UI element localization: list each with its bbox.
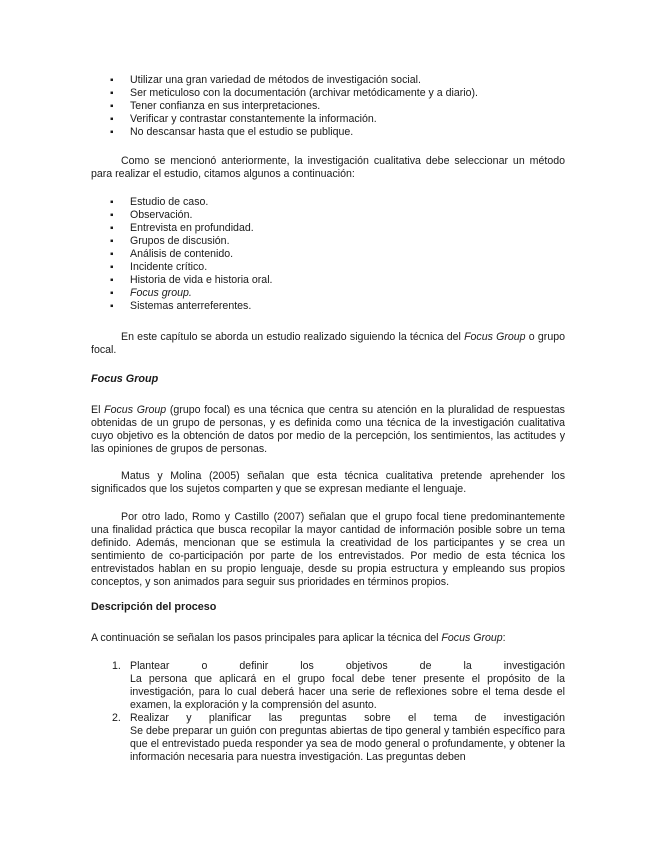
list-item: ▪ Observación. <box>110 209 193 221</box>
steps-list <box>91 660 565 764</box>
heading-process: Descripción del proceso <box>91 601 217 613</box>
bullet-list-top <box>91 74 565 139</box>
heading-focus-group: Focus Group <box>91 373 159 385</box>
list-item: ▪ Sistemas anterreferentes. <box>110 300 252 312</box>
bullet-list-methods <box>91 196 565 313</box>
paragraph-romo: Por otro lado, Romo y Castillo (2007) señalan que el grupo focal tiene predominantemente una finalidad práctica que busca recopilar la mayor cantidad de información posible sobre un tema definido. Además, mencionan que se estimula la creatividad de los participantes y se crea un sentimiento de co-participación por parte de los entrevistados. Por medio de esta técnica los entrevistados hablan en su propio lenguaje, desde su propia estructura y empleando sus propios conceptos, y son animados para seguir sus prioridades en términos propios. <box>91 511 565 588</box>
list-item: ▪ Grupos de discusión. <box>110 235 230 247</box>
list-item: ▪ Estudio de caso. <box>110 196 209 208</box>
list-item: ▪ Verificar y contrastar constantemente la información. <box>110 113 377 125</box>
list-item: ▪ No descansar hasta que el estudio se publique. <box>110 126 354 138</box>
list-item: 2. Realizar y planificar las preguntas sobre el tema de investigación Se debe preparar un guión con preguntas abiertas de tipo general y también específico para que el entrevistado pueda responder ya sea de modo general o profundamente, y obtener la información necesaria para nuestra investigación. Las preguntas deben <box>112 712 565 763</box>
list-item: ▪ Tener confianza en sus interpretaciones. <box>110 100 321 112</box>
list-item: ▪ Utilizar una gran variedad de métodos de investigación social. <box>110 74 421 86</box>
list-item: ▪ Análisis de contenido. <box>110 248 234 260</box>
step-body: Se debe preparar un guión con preguntas abiertas de tipo general y también específico para que el entrevistado pueda responder ya sea de modo general o profundamente, y obtener la información necesaria para nuestra investigación. Las preguntas deben <box>130 725 565 763</box>
step-body: La persona que aplicará en el grupo focal debe tener presente el propósito de la investigación, para lo cual deberá hacer una serie de reflexiones sobre el tema desde el examen, la exploración y la comprensión del asunto. <box>130 673 565 711</box>
list-item: ▪ Entrevista en profundidad. <box>110 222 254 234</box>
paragraph-matus: Matus y Molina (2005) señalan que esta técnica cualitativa pretende aprehender los significados que los sujetos comparten y que se expresan mediante el lenguaje. <box>91 470 565 495</box>
paragraph-methods-intro: Como se mencionó anteriormente, la investigación cualitativa debe seleccionar un método para realizar el estudio, citamos algunos a continuación: <box>91 155 565 180</box>
paragraph-steps-intro: A continuación se señalan los pasos principales para aplicar la técnica del Focus Group: <box>91 632 506 644</box>
list-item: ▪ Historia de vida e historia oral. <box>110 274 273 286</box>
list-item: ▪ Focus group. <box>110 287 192 299</box>
paragraph-definition: El Focus Group (grupo focal) es una técnica que centra su atención en la pluralidad de respuestas obtenidas de un grupo de personas, y es definida como una técnica de la investigación cualitativa cuyo objetivo es la obtención de datos por medio de la percepción, los sentimientos, las actitudes y las opiniones de grupos de personas. <box>91 404 565 455</box>
list-item: 1. Plantear o definir los objetivos de la investigación La persona que aplicará en el grupo focal debe tener presente el propósito de la investigación, para lo cual deberá hacer una serie de reflexiones sobre el tema desde el examen, la exploración y la comprensión del asunto. <box>112 660 565 711</box>
step-title: Plantear o definir los objetivos de la investigación <box>130 660 565 672</box>
step-title: Realizar y planificar las preguntas sobre el tema de investigación <box>130 712 565 724</box>
list-item: ▪ Ser meticuloso con la documentación (archivar metódicamente y a diario). <box>110 87 478 99</box>
paragraph-chapter: En este capítulo se aborda un estudio realizado siguiendo la técnica del Focus Group o grupo focal. <box>91 331 565 356</box>
list-item: ▪ Incidente crítico. <box>110 261 208 273</box>
